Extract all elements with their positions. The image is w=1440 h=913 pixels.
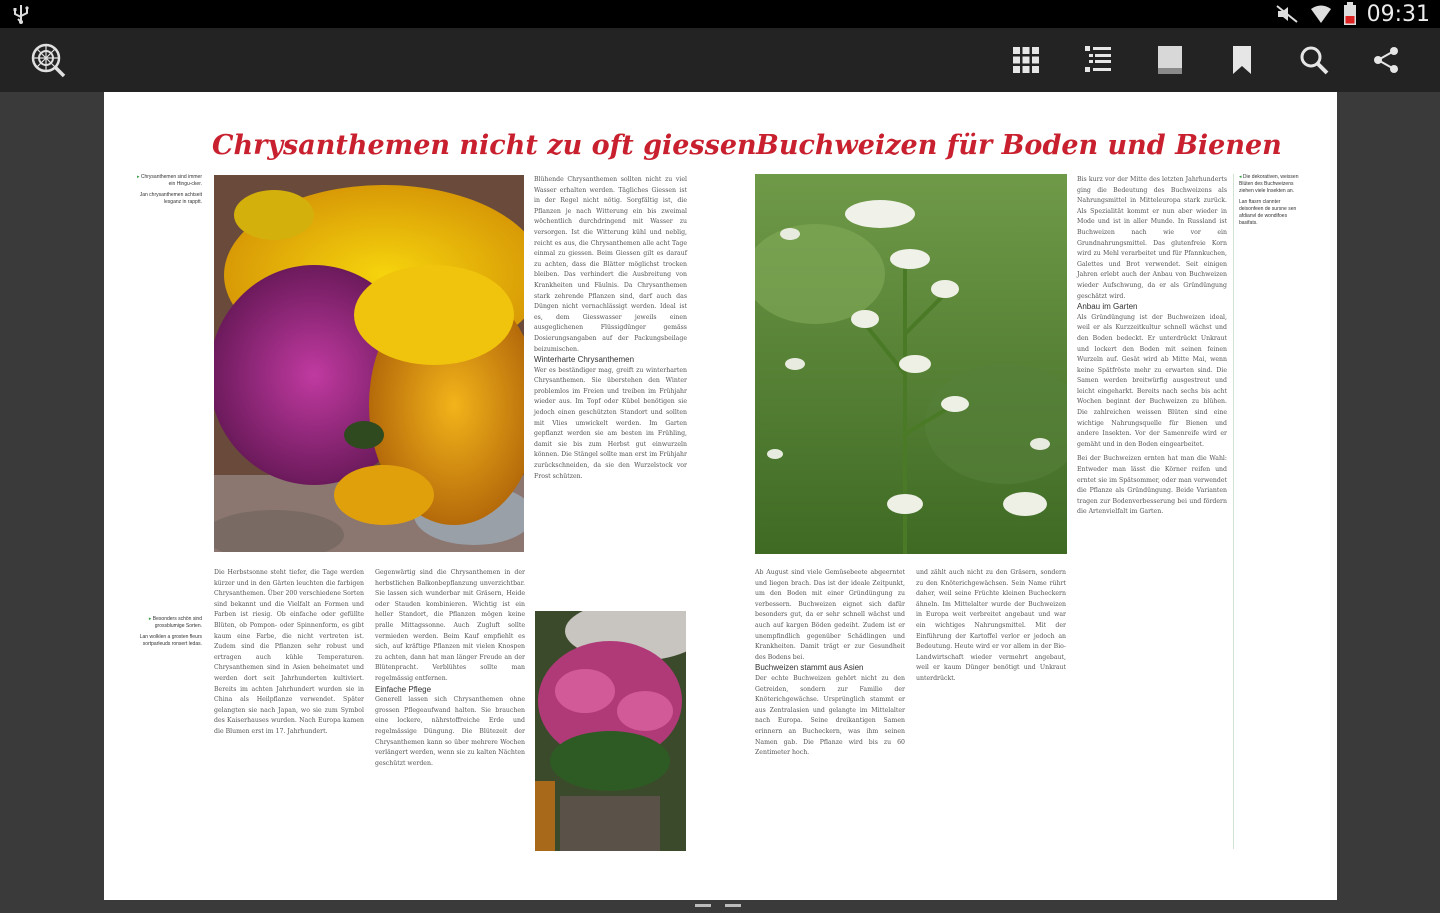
- action-bar: [0, 28, 1440, 92]
- right-subhead-anbau: Anbau im Garten: [1077, 302, 1138, 312]
- buckwheat-photo: [755, 174, 1067, 554]
- page-indicator: [695, 895, 745, 900]
- clock: 09:31: [1366, 1, 1430, 27]
- right-article-column-1: Ab August sind viele Gemüsebeete abgeerntet und liegen brach. Das ist der ideale Zeitpunkt, um den Boden mit einer Gründüngung zu verbessern. Buchweizen eignet sich dafür besonders gut, da er sehr schnell wächst und auch auf kargen Böden gedeiht. Zudem ist er unempfindlich gegenüber Schädlingen und Krankheiten. Damit trägt er zur Gesundheit des Bodens bei. Buchweizen stammt aus Asien Der echte Buchweizen gehört nicht zu den Getreiden, sondern zur Familie der Knöterichgewächse. Ursprünglich stammt er aus Zentralasien und gelangte im Mittelalter nach Europa. Seine dreikantigen Samen erinnern an Bucheckern, was ihm seinen Namen gab. Die Pflanze wird bis zu 60 Zentimeter hoch.: [755, 569, 905, 757]
- right-article-column-3: Bis kurz vor der Mitte des letzten Jahrhunderts ging die Bedeutung des Buchweizens als Nahrungsmittel in Mitteleuropa stark zurück. Als Spezialität kommt er nun aber wieder in Mode und ist in aller Munde. In Russland ist Buchweizen nach wie vor ein Grundnahrungsmittel. Das glutenfreie Korn wird zu Mehl verarbeitet und für Pfannkuchen, Galettes und Brot verwendet. Seit einigen Jahren erlebt auch der Anbau von Buchweizen wieder Aufschwung, da er als Gründüngung geschätzt wird. Anbau im Garten Als Gründüngung ist der Buchweizen ideal, weil er als Kurzzeitkultur schnell wächst und den Boden bedeckt. Er unterdrückt Unkraut und lockert den Boden mit seinen feinen Wurzeln auf. Gesät wird ab Mitte Mai, wenn keine Spätfröste mehr zu erwarten sind. Die Samen werden breitwürfig ausgestreut und leicht eingeharkt. Bereits nach sechs bis acht Wochen beginnt der Buchweizen zu blühen. Die zahlreichen weissen Blüten sind eine wichtige Nahrungsquelle für Bienen und andere Insekten. Vor der Samenreife wird er gemäht und in den Boden eingearbeitet. Bei der Buchweizen ernten hat man die Wahl: Entweder man lässt die Körner reifen und erntet sie im Spätsommer, oder man verwendet die Pflanze als Gründüngung. Beide Varianten tragen zur Bodenverbesserung bei und fördern die Artenvielfalt im Garten.: [1077, 176, 1227, 516]
- share-icon: [1372, 46, 1400, 74]
- left-side-note-1: ▸ Chrysanthemen sind immer ein Hingu-cker. Jan chrysanthemen achtseit lesganz in rapptt.: [136, 174, 202, 205]
- page-icon: [1158, 46, 1182, 74]
- app-logo-icon[interactable]: [28, 40, 68, 80]
- status-bar: [0, 0, 1440, 28]
- table-of-contents-button[interactable]: [1062, 28, 1134, 92]
- chrysanthemum-photo: [214, 175, 524, 552]
- share-button[interactable]: [1350, 28, 1422, 92]
- bookmark-button[interactable]: [1206, 28, 1278, 92]
- right-subhead-asien: Buchweizen stammt aus Asien: [755, 663, 864, 673]
- single-page-button[interactable]: [1134, 28, 1206, 92]
- list-icon: [1085, 46, 1111, 74]
- left-article-column-3: Blühende Chrysanthemen sollten nicht zu viel Wasser erhalten werden. Tägliches Giessen ist in der Regel nicht nötig. Sorgfältig ist, die Pflanzen je nach Witterung ein bis zweimal wöchentlich durchdringend mit Wasser zu versorgen. Ist die Witterung kühl und neblig, reicht es aus, die Chrysanthemen alle acht Tage einmal zu giessen. Beim Giessen gilt es darauf zu achten, dass die Blätter möglichst trocken bleiben. Das verhindert die Ausbreitung von Krankheiten und Fäulnis. Da Chrysanthemen stark zehrende Pflanzen sind, darf auch das Düngen nicht vernachlässigt werden. Ideal ist es, dem Giesswasser jeweils einen ausgeglichenen Flüssigdünger gemäss Dosierungsangaben auf der Packungsbeilage beizumischen. Winterharte Chrysanthemen Wer es beständiger mag, greift zu winterharten Chrysanthemen. Sie überstehen den Winter problemlos im Freien und treiben im Frühjahr wieder aus. Im Topf oder Kübel benötigen sie jedoch einen geschützten Standort und sollten mit Vlies umwickelt werden. Im Garten gepflanzt werden sie am besten im Frühling, damit sie bis zum Herbst gut einwurzeln können. Die Stängel sollte man erst im Frühjahr zurückschneiden, da sie den Wurzelstock vor Frost schützen.: [534, 176, 687, 480]
- wifi-icon: [1309, 3, 1333, 25]
- right-side-note: ◂ Die dekorativen, weissen Blüten des Buchweizens ziehen viele Insekten an. Lan ftasrn clannter deisonfeen de sursne sen afdianvl de wondifoes basifats.: [1239, 174, 1299, 226]
- left-article-column-2: Gegenwärtig sind die Chrysanthemen in der herbstlichen Balkonbepflanzung unverzichtbar. Sie lassen sich wunderbar mit Gräsern, Heide oder Stauden kombinieren. Wichtig ist ein heller Standort, die Pflanzen mögen keine pralle Mittagssonne. Auch Zugluft sollte vermieden werden. Beim Kauf empfiehlt es sich, auf kräftige Pflanzen mit vielen Knospen zu achten, dann hat man länger Freude an der Blütenpracht. Verblühtes sollte man regelmässig entfernen. Einfache Pflege Generell lassen sich Chrysanthemen ohne grossen Pflegeaufwand halten. Sie brauchen eine lockere, nährstoffreiche Erde und regelmässige Düngung. Die Blütezeit der Chrysanthemen kann so über mehrere Wochen verlängert werden, wenn sie zu kalten Nächten geschützt werden.: [375, 569, 525, 767]
- grid-icon: [1013, 47, 1039, 73]
- pink-chrysanthemum-photo: [535, 611, 686, 851]
- search-icon: [1299, 45, 1329, 75]
- left-article-column-1: Die Herbstsonne steht tiefer, die Tage werden kürzer und in den Gärten leuchten die farbigen Chrysanthemen. Über 200 verschiedene Sorten sind bekannt und die Vielfalt an Formen und Farben ist riesig. Ob einfache oder gefüllte Blüten, ob Pompon- oder Spinnenform, es gibt kaum eine Farbe, die nicht vertreten ist. Zudem sind die Pflanzen sehr robust und ertragen auch kühle Temperaturen. Chrysanthemen sind in Asien beheimatet und werden dort seit Jahrhunderten kultiviert. Bereits im achten Jahrhundert wurden sie in China als Heilpflanze verwendet. Später gelangten sie nach Japan, wo sie zum Symbol des Kaiserhauses wurden. Nach Europa kamen die Blumen erst im 17. Jahrhundert.: [214, 569, 364, 735]
- left-side-note-2: ▸ Besonders schön sind grossblumige Sorten. Lan wolklen a grosten fleurs sortparleuds ronsert ledas.: [139, 616, 202, 647]
- usb-icon: [12, 4, 30, 24]
- search-button[interactable]: [1278, 28, 1350, 92]
- grid-view-button[interactable]: [990, 28, 1062, 92]
- left-subhead-care: Einfache Pflege: [375, 684, 432, 694]
- magazine-spread[interactable]: [104, 92, 1337, 900]
- right-article-title: Buchweizen für Boden und Bienen: [756, 130, 1282, 161]
- column-rule: [1233, 174, 1234, 849]
- left-article-title: Chrysanthemen nicht zu oft giessen: [212, 130, 757, 161]
- mute-icon: [1275, 4, 1299, 24]
- left-subhead-winter: Winterharte Chrysanthemen: [534, 355, 635, 365]
- right-article-column-2: und zählt auch nicht zu den Gräsern, sondern zu den Knöterichgewächsen. Sein Name rührt daher, weil seine Früchte kleinen Bucheckern ähneln. Im Mittelalter wurde der Buchweizen in Europa weit verbreitet angebaut und war ein wichtiges Nahrungsmittel. Mit der Einführung der Kartoffel verlor er jedoch an Bedeutung. Heute wird er vor allem in der Bio-Landwirtschaft wieder vermehrt angebaut, weil er kaum Dünger benötigt und Unkraut unterdrückt.: [916, 569, 1066, 682]
- battery-icon: [1343, 2, 1357, 26]
- bookmark-icon: [1233, 46, 1251, 74]
